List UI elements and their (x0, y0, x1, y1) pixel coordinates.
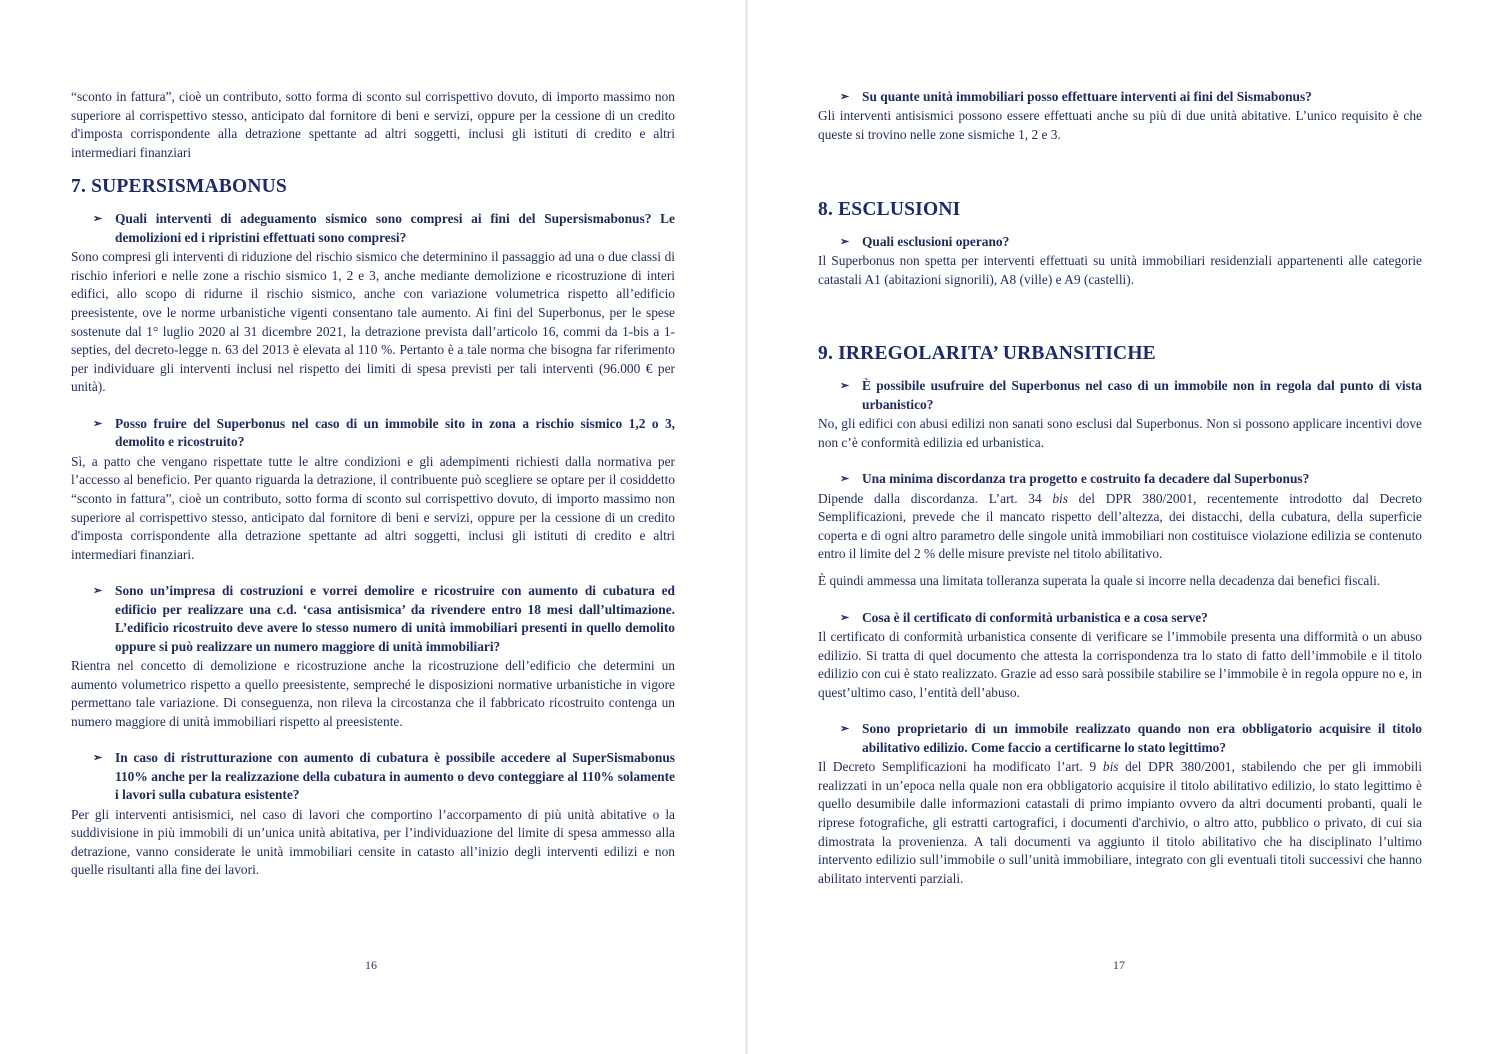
question-text: Sono un’impresa di costruzioni e vorrei demolire e ricostruire con aumento di cubatura ed edificio per realizzare una c.d. ‘casa antisismica’ da rivendere entro 18 mesi dall’ultimazione. L’edificio ricostruito deve avere lo stesso numero di unità immobiliari presenti in quello demolito oppure si può realizzare un numero maggiore di unità immobiliari? (115, 583, 675, 654)
question-2 (71, 415, 675, 452)
arrow-bullet-icon: ➢ (93, 213, 103, 226)
section-8-title: 8. ESCLUSIONI (818, 198, 961, 220)
arrow-bullet-icon: ➢ (840, 91, 850, 103)
answer-irregolarita-4 (818, 758, 1422, 888)
arrow-bullet-icon: ➢ (840, 611, 850, 624)
question-text: Quali interventi di adeguamento sismico sono compresi ai fini del Supersismabonus? Le demolizioni ed i ripristini effettuati sono compresi? (115, 211, 675, 245)
question-text: Su quante unità immobiliari posso effettuare interventi ai fini del Sismabonus? (862, 89, 1312, 104)
right-column (818, 88, 1422, 896)
arrow-bullet-icon: ➢ (840, 235, 850, 248)
question-text: Una minima discordanza tra progetto e costruito fa decadere dal Superbonus? (862, 471, 1310, 487)
question-4 (71, 749, 675, 804)
answer-irregolarita-3: Il certificato di conformità urbanistica consente di verificare se l’immobile presenta una difformità o un abuso edilizio. Si tratta di quel documento che attesta la corrispondenza tra lo stato di fatto dell’immobile e il titolo edilizio con cui è stato realizzato. Grazie ad esso sarà possibile stabilire se l’immobile è in regola oppure no e, in quest’ultimo caso, l’entità dell’abuso. (818, 628, 1422, 700)
question-3 (71, 582, 675, 656)
arrow-bullet-icon: ➢ (93, 585, 103, 598)
arrow-bullet-icon: ➢ (93, 752, 103, 765)
question-text: Sono proprietario di un immobile realizzato quando non era obbligatorio acquisire il titolo abilitativo edilizio. Come faccio a certificarne lo stato legittimo? (862, 721, 1422, 755)
section-7-title: 7. SUPERSISMABONUS (71, 176, 287, 198)
arrow-bullet-icon: ➢ (840, 473, 850, 486)
answer-italic: bis (1052, 490, 1068, 506)
answer-2: Sì, a patto che vengano rispettate tutte le altre condizioni e gli adempimenti richiesti dalla normativa per l’accesso al beneficio. Per quanto riguarda la detrazione, il contribuente può scegliere se optare per il cosiddetto “sconto in fattura”, cioè un contributo, sotto forma di sconto sul corrispettivo dovuto, di importo massimo non superiore al corrispettivo stesso, anticipato dal fornitore di beni e servizi, oppure per la cessione di un credito d'imposta corrispondente alla detrazione spettante ad altri soggetti, inclusi gli istituti di credito e altri intermediari finanziari. (71, 453, 675, 562)
question-irregolarita-3 (818, 609, 1422, 627)
question-sismabonus-units (818, 88, 1422, 106)
answer-text: del DPR 380/2001, recentemente introdotto dal Decreto Semplificazioni, prevede che il mancato rispetto dell’altezza, dei distacchi, della cubatura, della superficie coperta e di ogni altro parametro delle singole unità immobiliari non costituisce violazione edilizia se contenuto entro il limite del 2 % delle misure previste nel titolo abilitativo. (818, 490, 1422, 562)
answer-text: Dipende dalla discordanza. L’art. 34 (818, 490, 1053, 506)
question-text: Quali esclusioni operano? (862, 233, 1010, 249)
page-number-left: 16 (365, 958, 377, 972)
question-text: Cosa è il certificato di conformità urbanistica e a cosa serve? (862, 609, 1208, 625)
answer-esclusioni: Il Superbonus non spetta per interventi effettuati su unità immobiliari residenziali appartenenti alle categorie catastali A1 (abitazioni signorili), A8 (ville) e A9 (castelli). (818, 253, 1422, 287)
answer-text: del DPR 380/2001, stabilendo che per gli immobili realizzati in un’epoca nella quale non era obbligatorio acquisire il titolo abilitativo edilizio, lo stato legittimo è quello desumibile dalle informazioni catastali di primo impianto ovvero da altri documenti probanti, quali le riprese fotografiche, gli estratti cartografici, i documenti d'archivio, o altro atto, pubblico o privato, di cui sia dimostrata la provenienza. A tali documenti va aggiunto il titolo abilitativo che ha disciplinato l’ultimo intervento edilizio sull’immobile o sull’unità immobiliare, integrato con gli eventuali titoli successivi che hanno abilitato interventi parziali. (818, 759, 1422, 886)
intro-paragraph: “sconto in fattura”, cioè un contributo, sotto forma di sconto sul corrispettivo dovuto, di importo massimo non superiore al corrispettivo stesso, anticipato dal fornitore di beni e servizi, oppure per la cessione di un credito d'imposta corrispondente alla detrazione spettante ad altri soggetti, inclusi gli istituti di credito e altri intermediari finanziari (71, 89, 675, 160)
answer-4: Per gli interventi antisismici, nel caso di lavori che comportino l’accorpamento di più unità abitative o la suddivisione in più immobili di un’unica unità abitativa, per l’individuazione del limite di spesa ammesso alla detrazione, vanno considerate le unità immobiliari censite in catasto all’inizio degli interventi edilizi e non quelle risultanti alla fine dei lavori. (71, 806, 675, 878)
arrow-bullet-icon: ➢ (840, 723, 850, 736)
page-left (0, 0, 745, 1054)
answer-3: Rientra nel concetto di demolizione e ricostruzione anche la ricostruzione dell’edificio che determini un aumento volumetrico rispetto a quello preesistente, sempreché le disposizioni normative urbanistiche in vigore permettano tale variazione. Di conseguenza, non rileva la circostanza che il fabbricato ricostruito contenga un numero maggiore di unità immobiliari rispetto al preesistente. (71, 657, 675, 729)
question-irregolarita-2 (818, 470, 1422, 488)
left-column (71, 88, 675, 888)
section-9-title: 9. IRREGOLARITA’ URBANSITICHE (818, 343, 1156, 365)
answer-irregolarita-2b: È quindi ammessa una limitata tolleranza superata la quale si incorre nella decadenza dai benefici fiscali. (818, 572, 1381, 588)
arrow-bullet-icon: ➢ (840, 380, 850, 393)
question-irregolarita-4 (818, 720, 1422, 757)
page-right (748, 0, 1494, 1054)
answer-italic: bis (1102, 759, 1119, 775)
answer-irregolarita-2a (818, 490, 1422, 564)
answer-irregolarita-1: No, gli edifici con abusi edilizi non sanati sono esclusi dal Superbonus. Non si possono applicare incentivi dove non c’è conformità edilizia ed urbanistica. (818, 416, 1422, 450)
question-1 (71, 210, 675, 247)
question-text: Posso fruire del Superbonus nel caso di un immobile sito in zona a rischio sismico 1,2 o 3, demolito e ricostruito? (115, 415, 675, 450)
answer-1: Sono compresi gli interventi di riduzione del rischio sismico che determinino il passaggio ad una o due classi di rischio inferiori e nelle zone a rischio sismico 1, 2 e 3, anche mediante demolizione e ricostruzione di interi edifici, allo scopo di ridurne il rischio sismico, anche con variazione volumetrica rispetto all’edificio preesistente, ove le norme urbanistiche vigenti consentano tale aumento. Ai fini del Superbonus, per le spese sostenute dal 1° luglio 2020 al 31 dicembre 2021, la detrazione prevista dall’articolo 16, commi da 1-bis a 1-septies, del decreto-legge n. 63 del 2013 è elevata al 110 %. Pertanto è a tale norma che bisogna far riferimento per individuare gli interventi inclusi nel rispetto dei limiti di spesa previsti per tali interventi (96.000 € per unità). (71, 249, 675, 395)
question-irregolarita-1 (818, 377, 1422, 414)
question-text: È possibile usufruire del Superbonus nel caso di un immobile non in regola dal punto di vista urbanistico? (862, 378, 1422, 412)
page-number-right: 17 (1113, 958, 1125, 972)
question-text: In caso di ristrutturazione con aumento di cubatura è possibile accedere al SuperSismabonus 110% anche per la realizzazione della cubatura in aumento o devo conteggiare al 110% solamente i lavori sulla cubatura esistente? (115, 750, 675, 803)
answer-text: Il Decreto Semplificazioni ha modificato l’art. 9 (818, 759, 1103, 775)
answer-sismabonus-units: Gli interventi antisismici possono essere effettuati anche su più di due unità abitative. L’unico requisito è che queste si trovino nelle zone sismiche 1, 2 e 3. (818, 108, 1422, 142)
question-esclusioni (818, 233, 1422, 251)
arrow-bullet-icon: ➢ (93, 417, 103, 430)
